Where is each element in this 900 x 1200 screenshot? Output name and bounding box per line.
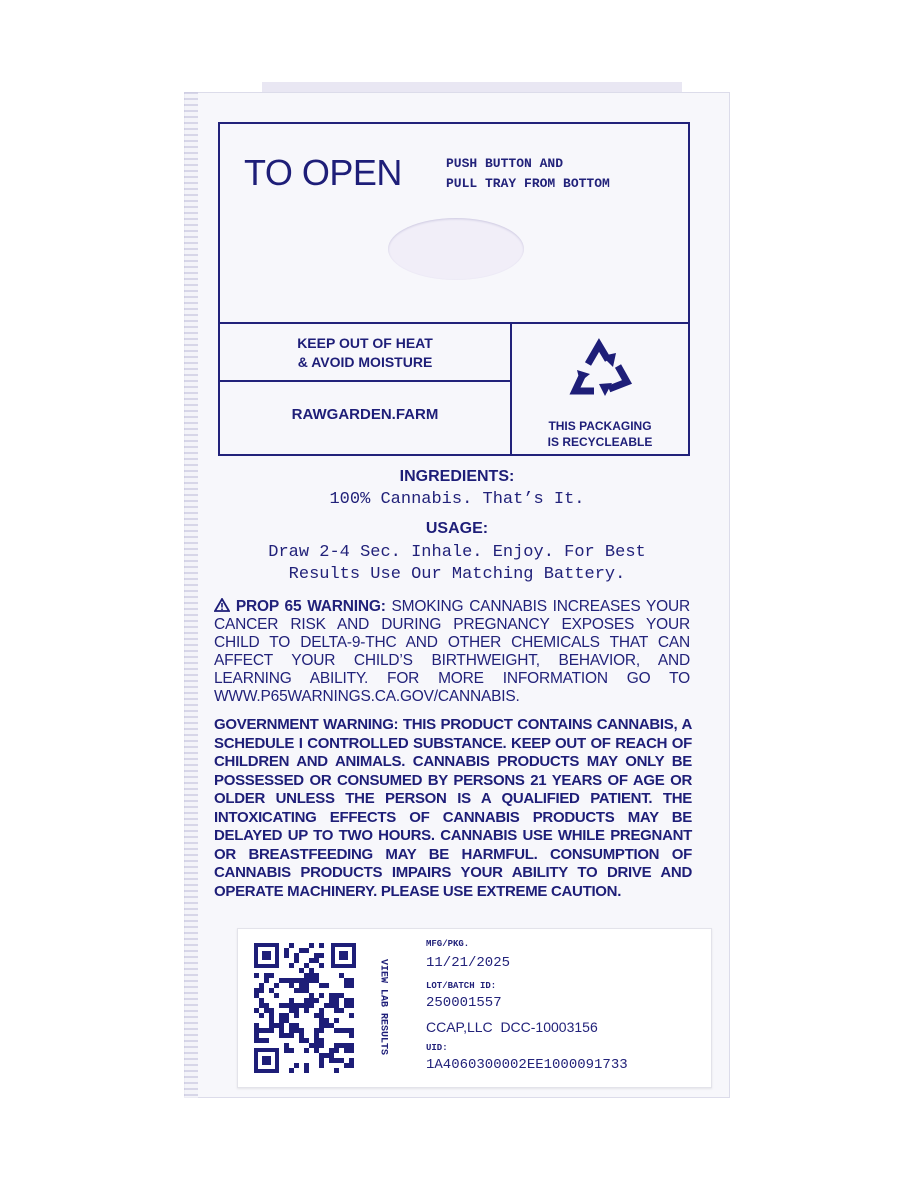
heat-line1: KEEP OUT OF HEAT [297,335,433,351]
uid-label: UID: [426,1043,448,1053]
ingredients-text: 100% Cannabis. That’s It. [329,490,585,509]
batch-label [237,928,712,1088]
to-open-title: TO OPEN [244,152,402,193]
heat-warning-text [220,322,510,372]
push-button-cutout[interactable] [388,218,524,280]
heat-warning-cell [220,322,510,382]
license-text: CCAP,LLC DCC-10003156 [426,1019,598,1035]
mfg-value: 11/21/2025 [426,955,511,971]
warning-triangle-icon [214,598,230,612]
prop65-label: PROP 65 WARNING: [235,598,386,615]
storage-column [220,322,512,454]
website-cell [220,382,510,454]
mfg-label: MFG/PKG. [426,939,470,949]
usage-text [184,542,730,586]
prop65-text: SMOKING CANNABIS INCREASES YOUR CANCER RISK AND DURING PREGNANCY EXPOSES YOUR CHILD TO DELTA-9-THC AND OTHER CHEMICALS THAT CAN AFFECT YOUR CHILD’S BIRTHWEIGHT, BEHAVIOR, AND LEARNING ABILITY. FOR MORE INFORMATION GO TO WWW.P65WARNINGS.CA.GOV/CANNABIS. [214,598,690,705]
info-grid [218,122,690,456]
recycle-cell [512,322,688,454]
lot-value: 250001557 [426,995,502,1011]
government-warning: GOVERNMENT WARNING: THIS PRODUCT CONTAINS CANNABIS, A SCHEDULE I CONTROLLED SUBSTANCE. KEEP OUT OF REACH OF CHILDREN AND ANIMALS. CANNABIS PRODUCTS MAY ONLY BE POSSESSED OR CONSUMED BY PERSONS 21 YEARS OF AGE OR OLDER UNLESS THE PERSON IS A QUALIFIED PATIENT. THE INTOXICATING EFFECTS OF CANNABIS PRODUCTS MAY BE DELAYED UP TO TWO HOURS. CANNABIS USE WHILE PREGNANT OR BREASTFEEDING MAY BE HARMFUL. CONSUMPTION OF CANNABIS PRODUCTS IMPAIRS YOUR ABILITY TO DRIVE AND OPERATE MACHINERY. PLEASE USE EXTREME CAUTION. [214,716,692,900]
recycle-line1: THIS PACKAGING [548,419,652,433]
open-instructions-line1: PUSH BUTTON AND [446,156,564,171]
open-instructions-line2: PULL TRAY FROM BOTTOM [446,176,610,191]
uid-value: 1A4060300002EE1000091733 [426,1057,628,1073]
to-open-section [220,124,688,324]
view-lab-results[interactable] [372,943,394,1071]
recycle-line2: IS RECYCLEABLE [547,435,653,449]
lot-label: LOT/BATCH ID: [426,981,497,991]
ingredients-heading: INGREDIENTS: [399,468,515,485]
open-instructions [446,154,610,194]
view-lab-results-text: VIEW LAB RESULTS [377,958,389,1056]
panel-left-edge [184,92,198,1098]
usage-line2: Results Use Our Matching Battery. [288,565,626,584]
heat-line2: & AVOID MOISTURE [297,354,433,370]
recycle-icon [566,336,636,400]
box-top-edge [262,82,682,92]
prop65-warning [214,598,690,706]
website-text: RAWGARDEN.FARM [291,406,439,423]
recycle-text [512,418,688,450]
usage-line1: Draw 2-4 Sec. Inhale. Enjoy. For Best [268,543,646,562]
usage-heading: USAGE: [425,520,489,537]
qr-code-icon[interactable] [254,943,356,1073]
